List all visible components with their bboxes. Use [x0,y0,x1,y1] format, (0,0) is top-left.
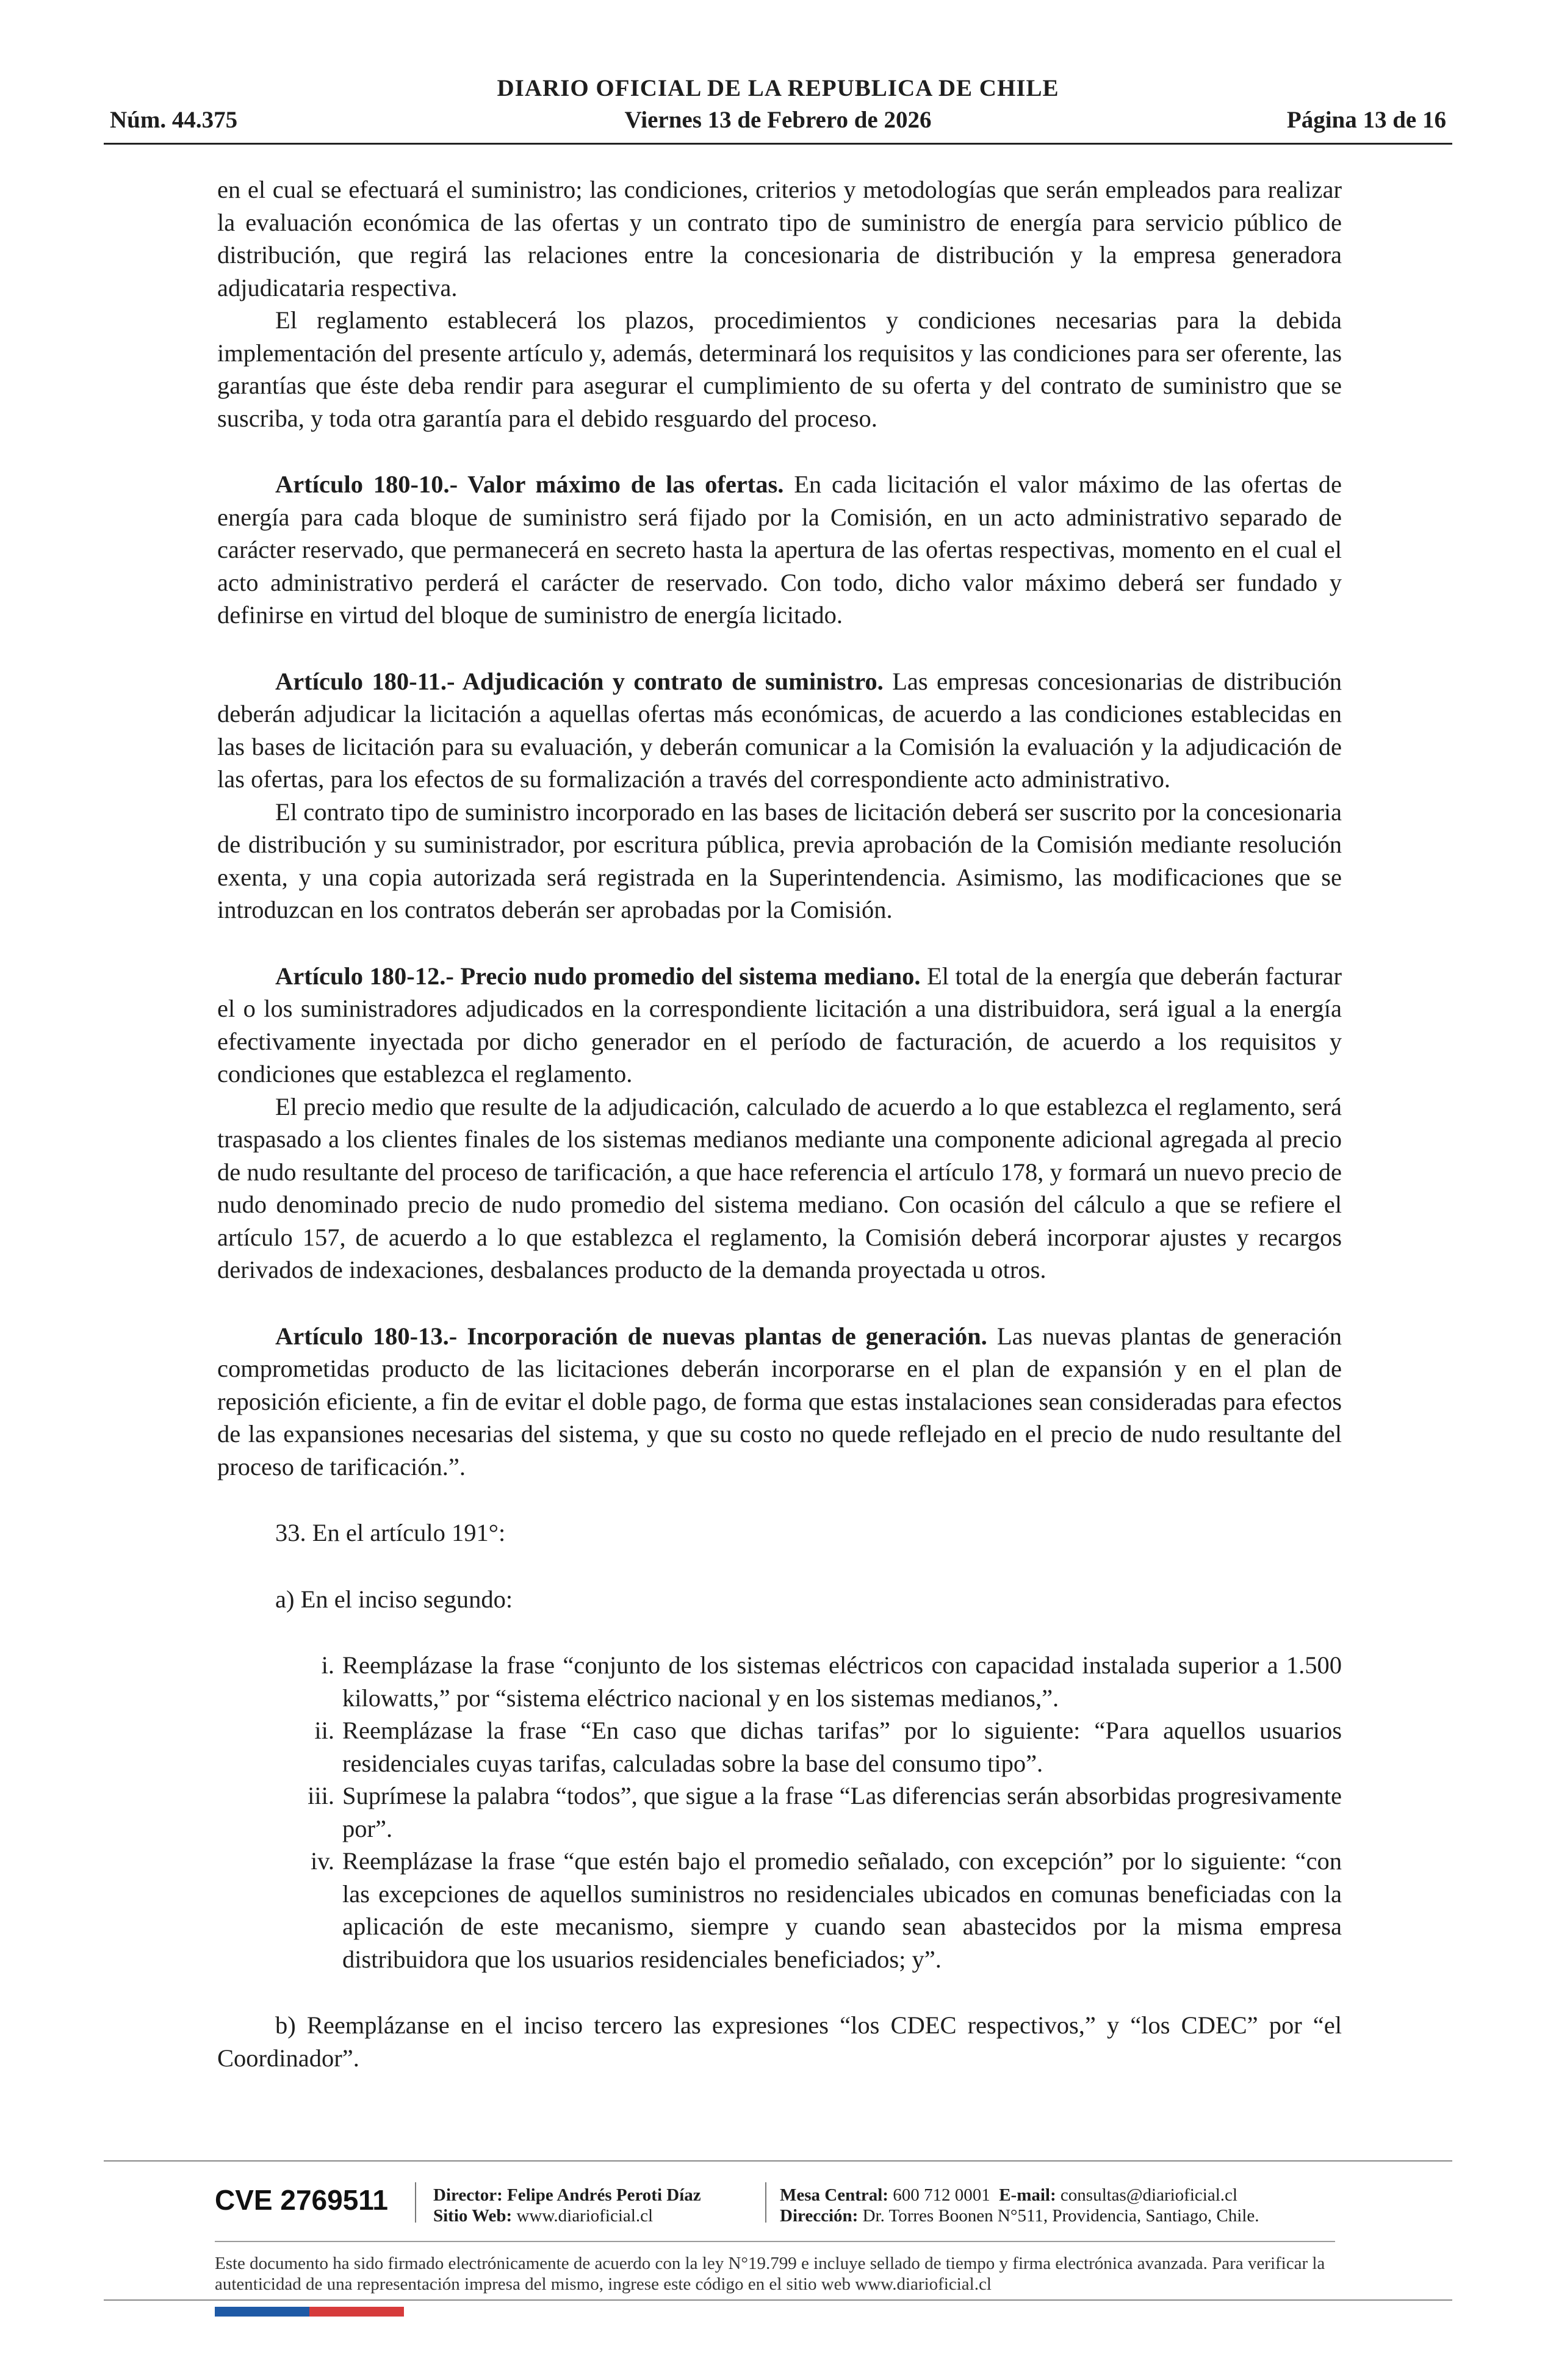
issue-number: Núm. 44.375 [110,107,238,133]
flag-blue-segment [215,2307,309,2317]
footer-contact-block [780,2185,1259,2226]
article-180-13 [217,1320,1342,1484]
list-item [217,1714,1342,1780]
article-180-10 [217,468,1342,632]
signature-notice: Este documento ha sido firmado electrónicamente de acuerdo con la ley N°19.799 e incluye sellado de tiempo y firma electrónica avanzada. Para verificar la autenticidad de una representación impresa del mismo, ingrese este código en el sitio web www.diarioficial.cl [215,2254,1325,2294]
page-number: Página 13 de 16 [1286,107,1446,133]
item-numeral: iv. [311,1847,334,1875]
article-text: En cada licitación el valor máximo de las ofertas de energía para cada bloque de suministro será fijado por la Comisión, en un acto administrativo separado de carácter reservado, que permanecerá en secreto hasta la apertura de las ofertas respectivas, momento en el cual el acto administrativo perderá el carácter de reservado. Con todo, dicho valor máximo deberá ser fundado y definirse en virtud del bloque de suministro de energía licitado. [217,471,1342,629]
header-divider [104,143,1452,145]
director-name: Felipe Andrés Peroti Díaz [507,2185,701,2205]
cve-code: CVE 2769511 [215,2184,388,2216]
address-label: Dirección: [780,2206,859,2226]
phone-value: 600 712 0001 [893,2185,990,2205]
article-title: Artículo 180-13.- Incorporación de nuevas plantas de generación. [275,1322,987,1350]
list-item [217,1780,1342,1845]
article-title: Artículo 180-11.- Adjudicación y contrato de suministro. [275,667,884,695]
page-footer [104,2160,1452,2319]
flag-red-segment [309,2307,404,2317]
item-numeral: i. [321,1651,334,1679]
footer-divider [215,2241,1335,2242]
list-item [217,1649,1342,1714]
flag-stripe [215,2307,404,2317]
item-text: Suprímese la palabra “todos”, que sigue a la frase “Las diferencias serán absorbidas progresivamente por”. [342,1782,1342,1842]
item-text: Reemplázase la frase “conjunto de los sistemas eléctricos con capacidad instalada superior a 1.500 kilowatts,” por “sistema eléctrico nacional y en los sistemas medianos,”. [342,1651,1342,1712]
item-numeral: iii. [308,1782,334,1809]
address-value: Dr. Torres Boonen N°511, Providencia, Santiago, Chile. [862,2206,1259,2226]
paragraph: El contrato tipo de suministro incorporado en las bases de licitación deberá ser suscrito por la concesionaria de distribución y su suministrador, por escritura pública, previa aprobación de la Comisión mediante resolución exenta, y una copia autorizada será registrada en la Superintendencia. Asimismo, las modificaciones que se introduzcan en los contratos deberán ser aprobadas por la Comisión. [217,798,1342,923]
paragraph: en el cual se efectuará el suministro; las condiciones, criterios y metodologías que serán empleados para realizar la evaluación económica de las ofertas y un contrato tipo de suministro de energía para servicio público de distribución, que regirá las relaciones entre la concesionaria de distribución y la empresa generadora adjudicataria respectiva. [217,176,1342,301]
item-numeral: ii. [314,1717,334,1744]
item-text: Reemplázase la frase “que estén bajo el promedio señalado, con excepción” por lo siguiente: “con las excepciones de aquellos suministros no residenciales ubicados en comunas beneficiadas con la aplicación de este mecanismo, siempre y cuando sean abastecidos por la misma empresa distribuidora que los usuarios residenciales beneficiados; y”. [342,1847,1342,1973]
item-a: a) En el inciso segundo: [275,1585,513,1613]
article-title: Artículo 180-12.- Precio nudo promedio del sistema mediano. [275,962,921,990]
issue-date: Viernes 13 de Febrero de 2026 [624,107,932,133]
page-header [104,66,1452,151]
item-text: Reemplázase la frase “En caso que dichas tarifas” por lo siguiente: “Para aquellos usuarios residenciales cuyas tarifas, calculadas sobre la base del consumo tipo”. [342,1717,1342,1777]
paragraph: El precio medio que resulte de la adjudicación, calculado de acuerdo a lo que establezca el reglamento, será traspasado a los clientes finales de los sistemas medianos mediante una componente adicional agregada al precio de nudo resultante del proceso de tarificación, a que hace referencia el artículo 178, y formará un nuevo precio de nudo denominado precio de nudo promedio del sistema mediano. Con ocasión del cálculo a que se refiere el artículo 157, de acuerdo a lo que establezca el reglamento, la Comisión deberá incorporar ajustes y recargos derivados de indexaciones, desbalances producto de la demanda proyectada u otros. [217,1092,1342,1283]
email-link[interactable]: consultas@diarioficial.cl [1060,2185,1237,2205]
phone-label: Mesa Central: [780,2185,888,2205]
website-label: Sitio Web: [433,2206,513,2226]
director-label: Director: [433,2185,503,2205]
article-text: El total de la energía que deberán facturar el o los suministradores adjudicados en la correspondiente licitación a una distribuidora, será igual a la energía efectivamente inyectada por dicho generador en el período de facturación, de acuerdo a los requisitos y condiciones que establezca el reglamento. [217,962,1342,1087]
newspaper-title: DIARIO OFICIAL DE LA REPUBLICA DE CHILE [497,75,1059,101]
item-b: b) Reemplázanse en el inciso tercero las expresiones “los CDEC respectivos,” y “los CDEC” por “el Coordinador”. [217,2011,1342,2072]
website-link[interactable]: www.diarioficial.cl [516,2206,654,2226]
list-item [217,1845,1342,1975]
footer-director-block [433,2185,701,2226]
article-180-11 [217,665,1342,796]
article-text: Las nuevas plantas de generación comprometidas producto de las licitaciones deberán incorporarse en el plan de expansión y en el plan de reposición eficiente, a fin de evitar el doble pago, de forma que estas instalaciones sean consideradas para efectos de las expansiones necesarias del sistema, y que su costo no quede reflejado en el precio de nudo resultante del proceso de tarificación.”. [217,1322,1342,1480]
footer-divider [104,2299,1452,2301]
article-text: Las empresas concesionarias de distribución deberán adjudicar la licitación a aquellas ofertas más económicas, de acuerdo a las condiciones establecidas en las bases de licitación para su evaluación, y deberán comunicar a la Comisión la evaluación y la adjudicación de las ofertas, para los efectos de su formalización a través del correspondiente acto administrativo. [217,667,1342,793]
footer-divider [104,2160,1452,2162]
article-title: Artículo 180-10.- Valor máximo de las ofertas. [275,471,784,498]
footer-separator [415,2182,416,2223]
sub-item-list [217,1649,1342,1975]
footer-separator [765,2182,766,2223]
article-180-12 [217,960,1342,1091]
paragraph: El reglamento establecerá los plazos, procedimientos y condiciones necesarias para la debida implementación del presente artículo y, además, determinará los requisitos y las condiciones para ser oferente, las garantías que éste deba rendir para asegurar el cumplimiento de su oferta y del contrato de suministro que se suscriba, y toda otra garantía para el debido resguardo del proceso. [217,306,1342,432]
item-33: 33. En el artículo 191°: [275,1519,506,1546]
email-label: E-mail: [999,2185,1056,2205]
document-body [217,173,1342,2074]
